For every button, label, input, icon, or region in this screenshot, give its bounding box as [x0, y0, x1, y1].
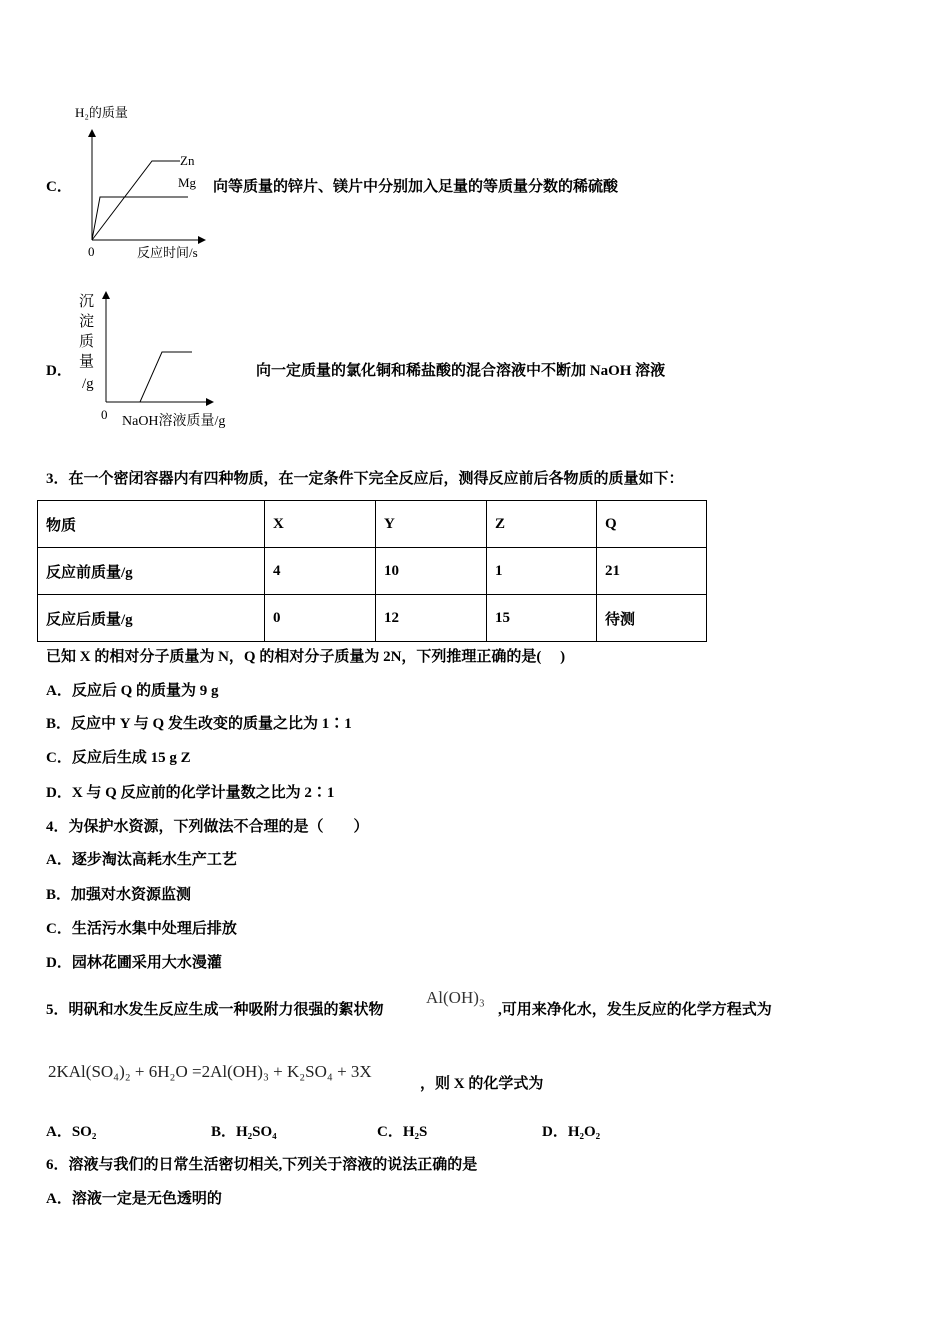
graph-c [60, 95, 220, 265]
option-c-label: C． [46, 179, 72, 195]
table-cell: X [265, 501, 376, 548]
table-cell: 12 [376, 595, 487, 642]
table-cell: 21 [597, 548, 707, 595]
graph-d-ylabel-3: 质 [79, 334, 95, 350]
table-cell: Y [376, 501, 487, 548]
graph-c-zn-label: Zn [180, 153, 195, 168]
q4-option-b: B．加强对水资源监测 [46, 887, 192, 903]
table-row [38, 501, 707, 548]
graph-c-origin: 0 [88, 244, 95, 259]
q5-option-b: B．H₂SO₄ [211, 1124, 277, 1140]
q3-option-c: C．反应后生成 15 g Z [46, 750, 191, 766]
table-cell: 0 [265, 595, 376, 642]
q4-option-a: A．逐步淘汰高耗水生产工艺 [46, 852, 237, 868]
q4-option-d: D．园林花圃采用大水漫灌 [46, 955, 222, 971]
graph-d-ylabel-5: /g [82, 376, 94, 392]
graph-d-xlabel: NaOH溶液质量/g [122, 414, 226, 429]
table-cell: 1 [487, 548, 597, 595]
q5-stem-a: 5．明矾和水发生反应生成一种吸附力很强的絮状物 [46, 1002, 384, 1018]
table-row [38, 595, 707, 642]
graph-d [70, 280, 260, 435]
graph-c-mg-line [92, 197, 188, 240]
graph-c-zn-line [92, 161, 180, 240]
table-cell: 4 [265, 548, 376, 595]
q3-option-d: D．X 与 Q 反应前的化学计量数之比为 2∶1 [46, 785, 335, 801]
table-cell: 物质 [38, 501, 265, 548]
q4-option-c: C．生活污水集中处理后排放 [46, 921, 237, 937]
option-d-label: D． [46, 363, 72, 379]
q5-option-a: A．SO₂ [46, 1124, 97, 1140]
table-cell: 反应前质量/g [38, 548, 265, 595]
graph-d-ylabel-4: 量 [79, 354, 95, 370]
q3-stem: 3．在一个密闭容器内有四种物质，在一定条件下完全反应后，测得反应前后各物质的质量如下： [46, 471, 684, 487]
table-cell: Q [597, 501, 707, 548]
graph-c-mg-label: Mg [178, 175, 197, 190]
q5-option-d: D．H₂O₂ [542, 1124, 601, 1140]
q5-equation: 2KAl(SO₄)₂ + 6H₂O =2Al(OH)₃ + K₂SO₄ + 3X [48, 1062, 372, 1081]
q3-option-b: B．反应中 Y 与 Q 发生改变的质量之比为 1∶1 [46, 716, 352, 732]
table-cell: 待测 [597, 595, 707, 642]
table-cell: Z [487, 501, 597, 548]
table-row [38, 548, 707, 595]
graph-d-ylabel-1: 沉 [79, 294, 95, 310]
q5-formula: Al(OH)₃ [426, 988, 485, 1007]
graph-d-origin: 0 [101, 407, 108, 422]
graph-d-precipitate-line [106, 352, 192, 402]
table-cell: 反应后质量/g [38, 595, 265, 642]
mass-table [37, 500, 707, 642]
q5-stem-b: ,可用来净化水，发生反应的化学方程式为 [498, 1002, 772, 1018]
q3-question: 已知 X 的相对分子质量为 N，Q 的相对分子质量为 2N，下列推理正确的是( ) [46, 649, 566, 665]
q6-option-a: A．溶液一定是无色透明的 [46, 1191, 222, 1207]
q5-tail: ，则 X 的化学式为 [420, 1076, 544, 1092]
q5-option-c: C．H₂S [377, 1124, 428, 1140]
graph-d-ylabel-2: 淀 [79, 314, 95, 330]
q4-stem: 4．为保护水资源，下列做法不合理的是（ ） [46, 819, 369, 835]
q3-option-a: A．反应后 Q 的质量为 9 g [46, 683, 219, 699]
table-cell: 15 [487, 595, 597, 642]
graph-c-xlabel: 反应时间/s [137, 245, 198, 260]
graph-c-ylabel: H₂的质量 [75, 105, 128, 120]
option-c-text: 向等质量的锌片、镁片中分别加入足量的等质量分数的稀硫酸 [213, 179, 619, 195]
option-d-text: 向一定质量的氯化铜和稀盐酸的混合溶液中不断加 NaOH 溶液 [256, 363, 666, 379]
table-cell: 10 [376, 548, 487, 595]
q6-stem: 6．溶液与我们的日常生活密切相关,下列关于溶液的说法正确的是 [46, 1157, 478, 1173]
